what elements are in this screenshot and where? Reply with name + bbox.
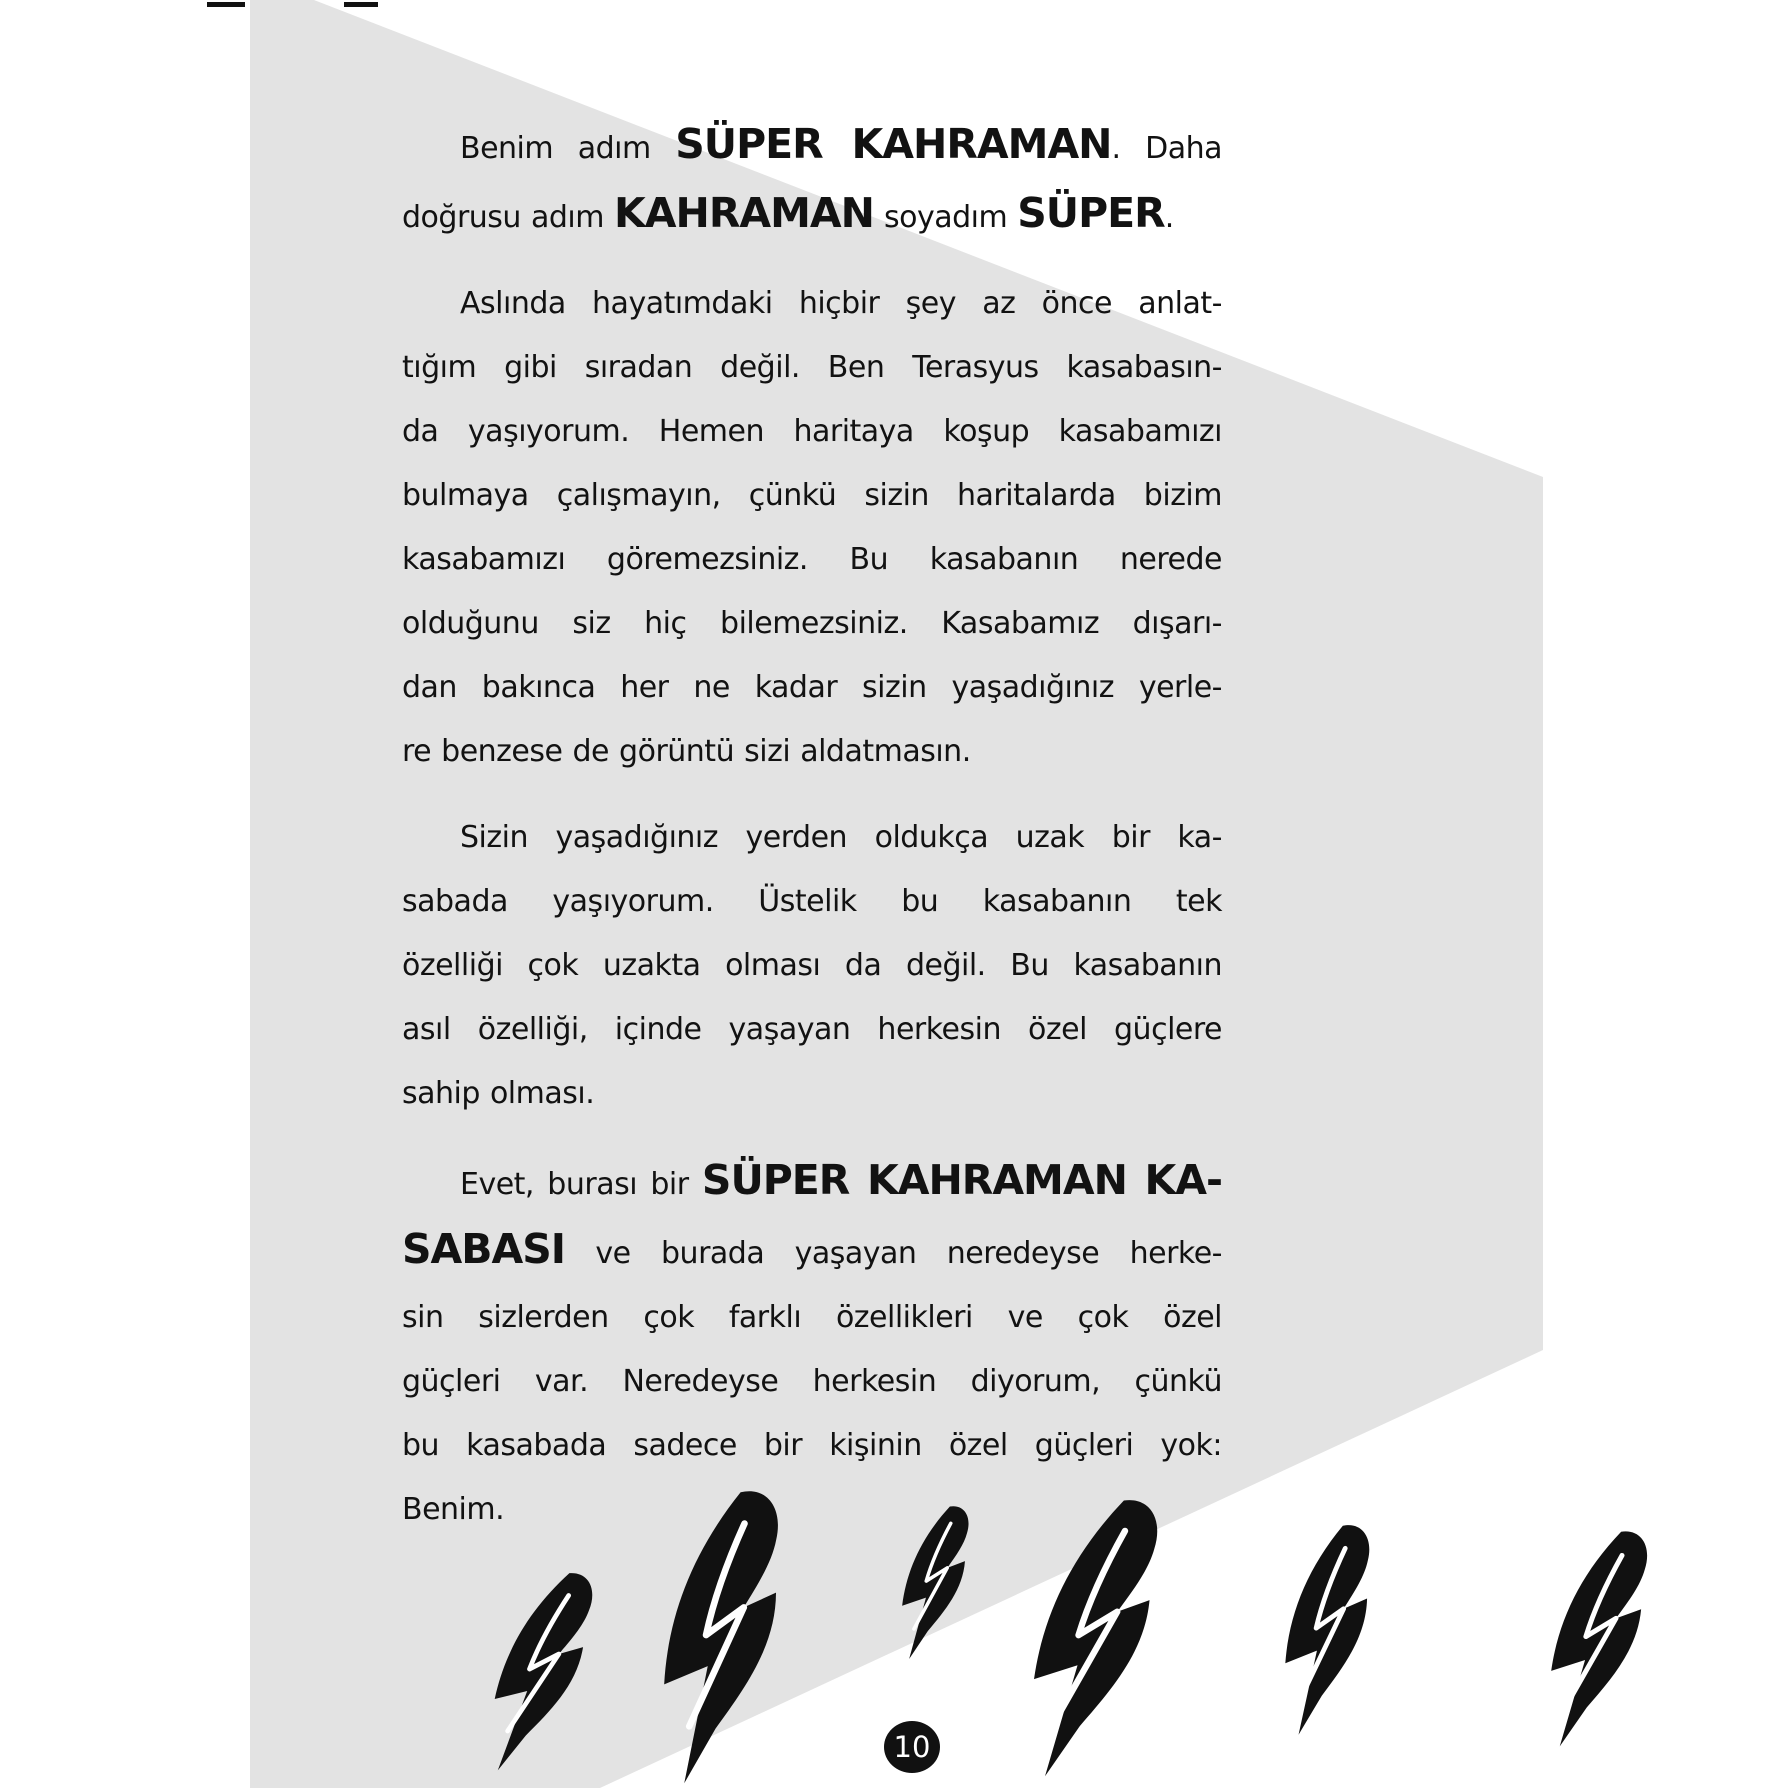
body-text: Benim adım [460, 131, 676, 166]
text-line [402, 112, 1222, 181]
text-line [402, 870, 1222, 934]
body-text: tığım gibi sıradan değil. Ben Terasyus kasabasın- [402, 350, 1222, 385]
display-text: SABASI [402, 1225, 566, 1273]
body-text: kasabamızı göremezsiniz. Bu kasabanın nerede [402, 542, 1222, 577]
body-text: bulmaya çalışmayın, çünkü sizin haritalarda bizim [402, 478, 1222, 513]
body-text: . Daha [1111, 131, 1222, 166]
text-line [402, 934, 1222, 998]
paragraph [402, 272, 1222, 784]
body-text: özelliği çok uzakta olması da değil. Bu kasabanın [402, 948, 1222, 983]
text-line [402, 336, 1222, 400]
text-line [402, 806, 1222, 870]
body-text: . [1164, 200, 1174, 235]
page-number: 10 [893, 1730, 931, 1764]
lightning-bolt-icon [1249, 1512, 1400, 1746]
body-text: sin sizlerden çok farklı özellikleri ve çok özel [402, 1300, 1222, 1335]
body-text: sabada yaşıyorum. Üstelik bu kasabanın tek [402, 884, 1222, 919]
body-text: sahip olması. [402, 1076, 595, 1111]
text-line [402, 656, 1222, 720]
text-line [402, 1350, 1222, 1414]
text-line [402, 998, 1222, 1062]
text-line [402, 528, 1222, 592]
text-line [402, 272, 1222, 336]
display-text: SÜPER [1017, 189, 1165, 237]
top-crop-mark [344, 2, 378, 7]
text-line [402, 1062, 1222, 1126]
body-text: Sizin yaşadığınız yerden oldukça uzak bir ka- [460, 820, 1222, 855]
body-text: güçleri var. Neredeyse herkesin diyorum, çünkü [402, 1364, 1222, 1399]
text-line [402, 400, 1222, 464]
body-text: ve burada yaşayan neredeyse herke- [565, 1236, 1222, 1271]
story-text [402, 112, 1222, 1542]
top-crop-mark [207, 2, 245, 7]
body-text: Aslında hayatımdaki hiçbir şey az önce anlat- [460, 286, 1222, 321]
text-line [402, 1414, 1222, 1478]
body-text: soyadım [873, 200, 1018, 235]
body-text: bu kasabada sadece bir kişinin özel güçleri yok: [402, 1428, 1222, 1463]
text-line [402, 592, 1222, 656]
paragraph [402, 112, 1222, 250]
body-text: Evet, burası bir [460, 1167, 702, 1202]
body-text: asıl özelliği, içinde yaşayan herkesin özel güçlere [402, 1012, 1222, 1047]
paragraph [402, 1148, 1222, 1542]
text-line [402, 1217, 1222, 1286]
text-line [402, 1286, 1222, 1350]
text-line [402, 181, 1222, 250]
body-text: doğrusu adım [402, 200, 614, 235]
display-text: SÜPER KAHRAMAN [675, 120, 1112, 168]
body-text: re benzese de görüntü sizi aldatmasın. [402, 734, 971, 769]
body-text: olduğunu siz hiç bilemezsiniz. Kasabamız dışarı- [402, 606, 1222, 641]
text-line [402, 464, 1222, 528]
body-text: da yaşıyorum. Hemen haritaya koşup kasabamızı [402, 414, 1222, 449]
display-text: SÜPER KAHRAMAN KA- [701, 1156, 1222, 1204]
display-text: KAHRAMAN [614, 189, 874, 237]
page-number-badge [884, 1721, 940, 1773]
text-line [402, 1148, 1222, 1217]
text-line [402, 720, 1222, 784]
body-text: Benim. [402, 1492, 505, 1527]
body-text: dan bakınca her ne kadar sizin yaşadığınız yerle- [402, 670, 1222, 705]
lightning-bolt-icon [615, 1475, 819, 1788]
lightning-bolt-icon [1499, 1511, 1689, 1766]
paragraph [402, 806, 1222, 1126]
